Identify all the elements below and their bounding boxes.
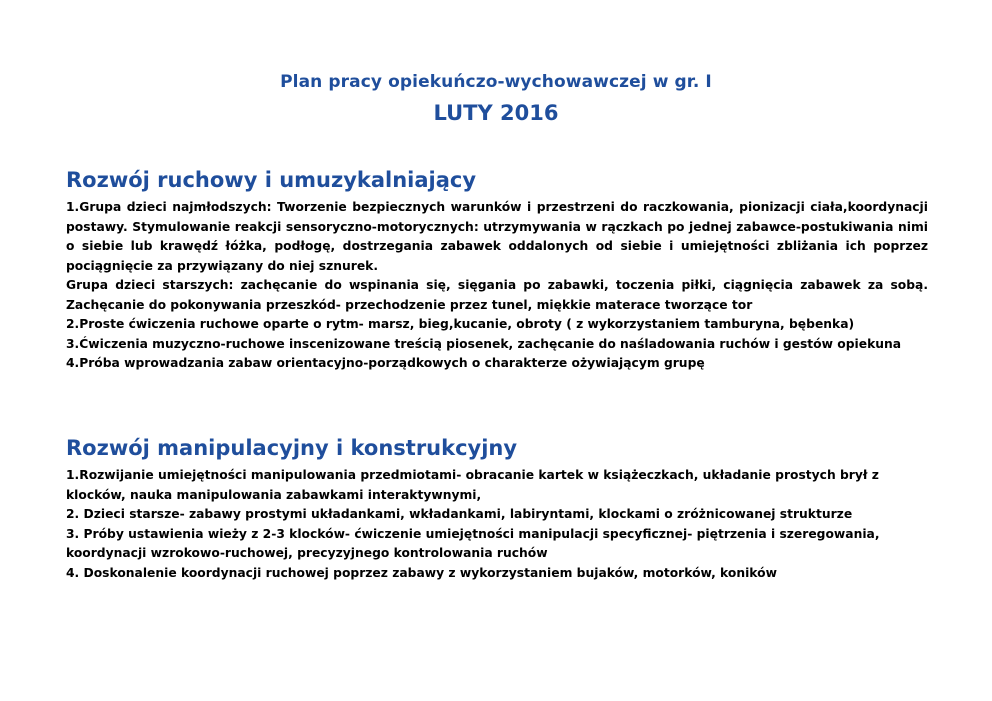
document-title: Plan pracy opiekuńczo-wychowawczej w gr. I bbox=[280, 72, 712, 92]
section-paragraph: 3.Ćwiczenia muzyczno-ruchowe inscenizowane treścią piosenek, zachęcanie do naśladowania ruchów i gestów opiekuna bbox=[66, 336, 902, 351]
section-paragraph: 4.Próba wprowadzania zabaw orientacyjno-porządkowych o charakterze ożywiającym grupę bbox=[66, 356, 705, 370]
section-paragraph: 2. Dzieci starsze- zabawy prostymi układankami, wkładankami, labiryntami, klockami o zróżnicowanej strukturze bbox=[66, 507, 853, 521]
section-paragraph: 2.Proste ćwiczenia ruchowe oparte o rytm- marsz, bieg,kucanie, obroty ( z wykorzystaniem tamburyna, bębenka) bbox=[66, 317, 855, 331]
section-heading: Rozwój ruchowy i umuzykalniający bbox=[66, 168, 477, 192]
section-paragraph: 4. Doskonalenie koordynacji ruchowej poprzez zabawy z wykorzystaniem bujaków, motorków, koników bbox=[66, 565, 777, 580]
section-paragraph: 1.Grupa dzieci najmłodszych: Tworzenie bezpiecznych warunków i przestrzeni do raczkowania, pionizacji ciała,koordynacji postawy. Stymulowanie reakcji sensoryczno-motorycznych: utrzymywania w rączkach po jednej zabawce-postukiwania nimi o siebie lub krawędź łóżka, podłogę, dostrzegania zabawek oddalonych od siebie i umiejętności zbliżania ich poprzez pociągnięcie za przywiązany do niej sznurek. bbox=[66, 200, 928, 273]
section-manipulative-constructive bbox=[66, 434, 928, 583]
section-paragraph: Grupa dzieci starszych: zachęcanie do wspinania się, sięgania po zabawki, toczenia piłki, ciągnięcia zabawek za sobą. Zachęcanie do pokonywania przeszkód- przechodzenie przez tunel, miękkie materace tworzące tor bbox=[66, 278, 928, 312]
section-motor-music bbox=[66, 166, 928, 374]
section-heading: Rozwój manipulacyjny i konstrukcyjny bbox=[66, 436, 518, 460]
section-paragraph: 1.Rozwijanie umiejętności manipulowania przedmiotami- obracanie kartek w książeczkach, układanie prostych brył z klocków, nauka manipulowania zabawkami interaktywnymi, bbox=[66, 468, 879, 502]
document-month: LUTY 2016 bbox=[433, 101, 559, 125]
section-paragraph: 3. Próby ustawienia wieży z 2-3 klocków- ćwiczenie umiejętności manipulacji specyficznej- piętrzenia i szeregowania, koordynacji wzrokowo-ruchowej, precyzyjnego kontrolowania ruchów bbox=[66, 526, 880, 560]
